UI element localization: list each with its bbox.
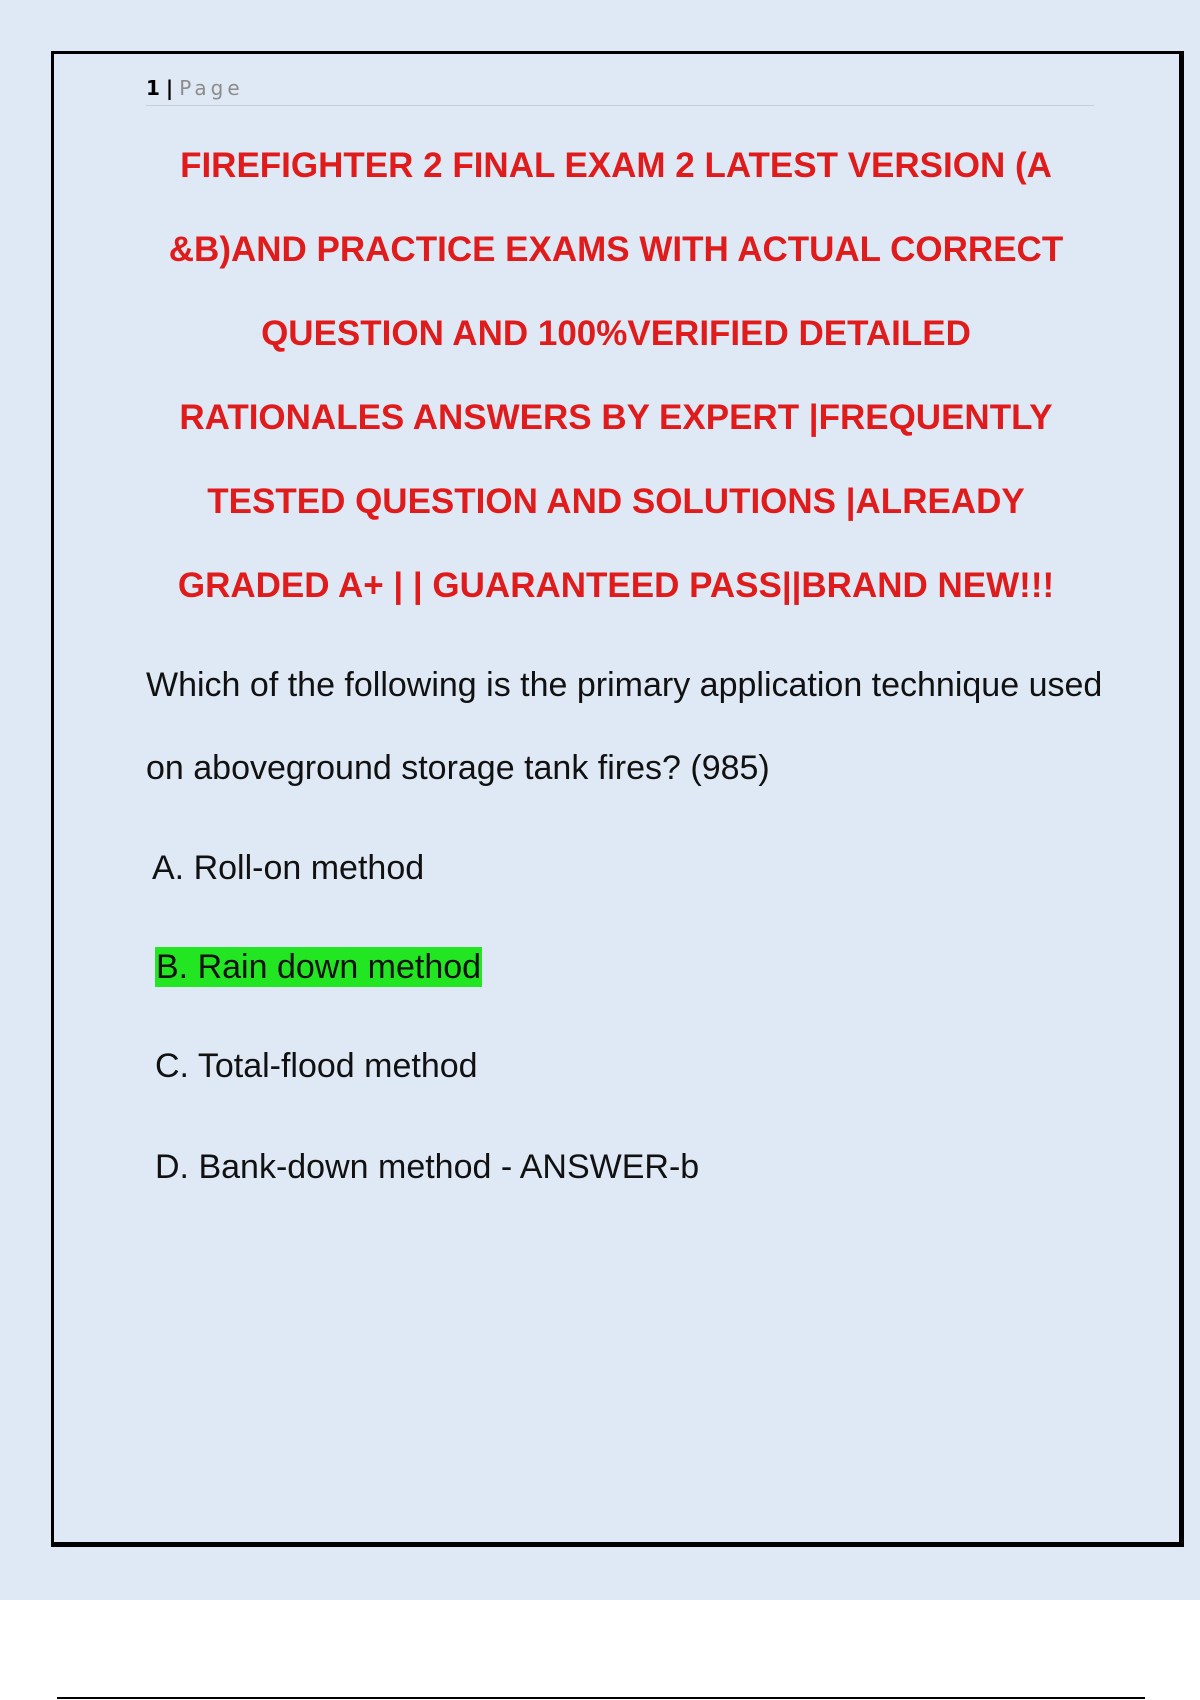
title-line: FIREFIGHTER 2 FINAL EXAM 2 LATEST VERSION (A (180, 146, 1052, 185)
option-c: C. Total-flood method (155, 1047, 478, 1085)
title-line: TESTED QUESTION AND SOLUTIONS |ALREADY (207, 482, 1025, 521)
highlighted-answer: B. Rain down method (156, 948, 482, 986)
title-line: QUESTION AND 100%VERIFIED DETAILED (261, 314, 971, 353)
page-header (146, 76, 1094, 106)
question-text: Which of the following is the primary application technique used on aboveground storage tank fires? (985) (146, 666, 1103, 787)
title-line: &B)AND PRACTICE EXAMS WITH ACTUAL CORRECT (168, 230, 1064, 269)
footer-rule (57, 1697, 1145, 1699)
document-title (140, 124, 1092, 628)
page-label: Page (179, 76, 244, 100)
title-line: RATIONALES ANSWERS BY EXPERT |FREQUENTLY (179, 398, 1053, 437)
option-b (155, 944, 482, 990)
title-line: GRADED A+ | | GUARANTEED PASS||BRAND NEW!!! (177, 566, 1055, 605)
page-separator: | (165, 76, 174, 100)
page-number: 1 (146, 76, 160, 100)
option-a: A. Roll-on method (152, 849, 425, 887)
option-d: D. Bank-down method - ANSWER-b (155, 1148, 700, 1186)
